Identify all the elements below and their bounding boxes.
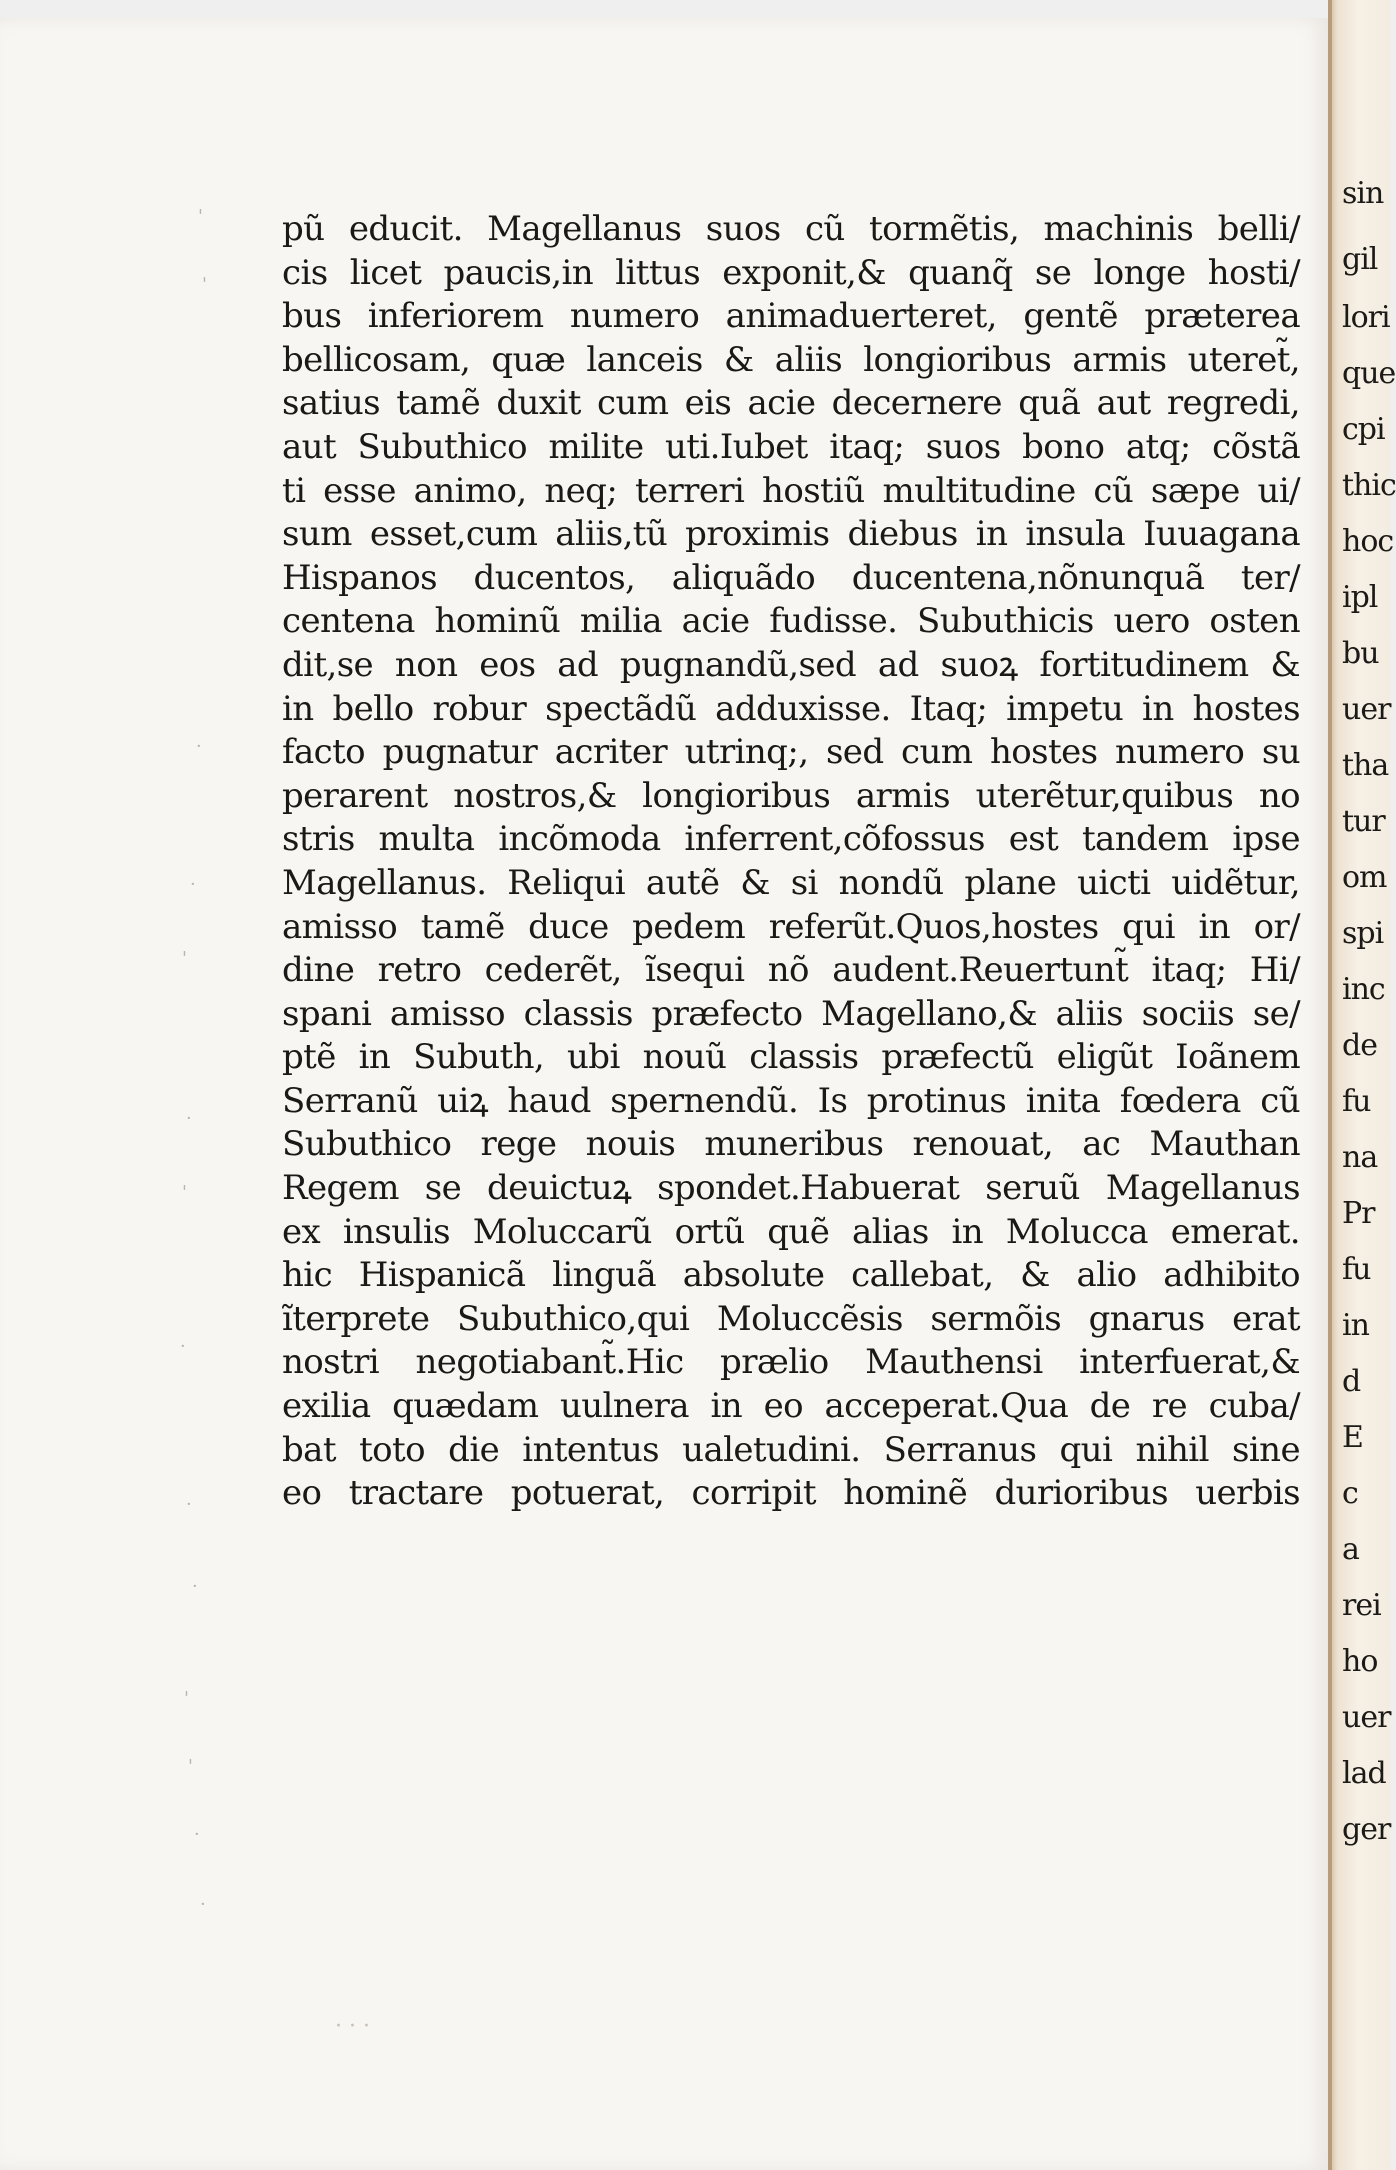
text-line: in bello robur spectãdũ adduxisse. Itaq; impetu in hostes (282, 688, 1300, 729)
facing-text-fragment: sin (1342, 176, 1384, 211)
text-line: stris multa incõmoda inferrent,cõfossus est tandem ipse (282, 819, 1300, 860)
text-line: Magellanus. Reliqui autẽ & si nondũ plane uicti uidẽtur, (282, 862, 1300, 903)
facing-text-fragment: om (1342, 860, 1387, 895)
facing-text-fragment: de (1342, 1028, 1377, 1063)
facing-text-fragment: gil (1342, 242, 1378, 277)
margin-mark: ' (202, 274, 207, 295)
facing-text-fragment: fu (1342, 1252, 1371, 1287)
facing-text-fragment: fu (1342, 1084, 1371, 1119)
text-line: Regem se deuictuꝝ spondet.Habuerat seruũ Magellanus (282, 1168, 1300, 1209)
facing-text-fragment: ho (1342, 1644, 1378, 1679)
facing-text-fragment: ipl (1342, 580, 1378, 615)
text-line: bellicosam, quæ lanceis & aliis longioribus armis uteret̃, (282, 339, 1300, 380)
page-edge-shadow (1328, 0, 1332, 2170)
text-line: perarent nostros,& longioribus armis uterẽtur,quibus no (282, 775, 1300, 816)
facing-text-fragment: lad (1342, 1756, 1386, 1791)
text-line: ptẽ in Subuth, ubi nouũ classis præfectũ eligũt Ioãnem (282, 1037, 1300, 1078)
text-line: pũ educit. Magellanus suos cũ tormẽtis, machinis belli/ (282, 209, 1300, 249)
text-line: bat toto die intentus ualetudini. Serranus qui nihil sine (282, 1429, 1300, 1470)
margin-mark: · (200, 1894, 206, 1915)
margin-mark: ' (188, 1756, 193, 1777)
margin-mark: · (194, 1824, 200, 1845)
facing-text-fragment: ger (1342, 1812, 1391, 1847)
text-line: sum esset,cum aliis,tũ proximis diebus in insula Iuuagana (282, 514, 1300, 555)
facing-text-fragment: d (1342, 1364, 1361, 1399)
facing-text-fragment: uer (1342, 1700, 1391, 1735)
facing-text-fragment: rei (1342, 1588, 1381, 1623)
facing-text-fragment: in (1342, 1308, 1369, 1343)
facing-text-fragment: Pr (1342, 1196, 1375, 1231)
margin-mark: · (190, 874, 196, 895)
text-line: eo tractare potuerat, corripit hominẽ durioribus uerbis (282, 1473, 1300, 1514)
margin-mark: ' (182, 948, 187, 969)
facing-text-fragment: uer (1342, 692, 1391, 727)
text-line: ex insulis Moluccarũ ortũ quẽ alias in Molucca emerat. (282, 1211, 1300, 1252)
facing-text-fragment: lori (1342, 300, 1390, 335)
margin-mark: · (192, 1576, 198, 1597)
facing-text-fragment: que (1342, 356, 1396, 391)
text-line: exilia quædam uulnera in eo acceperat.Qua de re cuba/ (282, 1386, 1300, 1427)
text-line: spani amisso classis præfecto Magellano,& aliis sociis se/ (282, 993, 1300, 1034)
facing-page-edge (1328, 0, 1396, 2170)
margin-mark: ' (198, 206, 203, 227)
text-line: amisso tamẽ duce pedem referũt.Quos,hostes qui in or/ (282, 906, 1300, 947)
book-page (0, 18, 1329, 2170)
facing-text-fragment: inc (1342, 972, 1385, 1007)
facing-text-fragment: a (1342, 1532, 1359, 1567)
facing-text-fragment: cpi (1342, 412, 1385, 447)
margin-mark: · (186, 1108, 192, 1129)
show-through-smudge: · · · (335, 2014, 370, 2039)
body-text (282, 208, 1300, 1516)
text-line: Hispanos ducentos, aliquãdo ducentena,nõnunquã ter/ (282, 557, 1300, 598)
text-line: nostri negotiabant̃.Hic prælio Mauthensi interfuerat,& (282, 1342, 1300, 1383)
facing-text-fragment: tur (1342, 804, 1385, 839)
facing-text-fragment: na (1342, 1140, 1378, 1175)
facing-text-fragment: E (1342, 1420, 1363, 1455)
margin-mark: ' (184, 1688, 189, 1709)
text-line: ĩterprete Subuthico,qui Moluccẽsis sermõis gnarus erat (282, 1298, 1300, 1339)
text-line: Serranũ uiꝝ haud spernendũ. Is protinus inita fœdera cũ (282, 1080, 1300, 1121)
facing-text-fragment: bu (1342, 636, 1379, 671)
text-line: dine retro cederẽt, ĩsequi nõ audent.Reuertunt̃ itaq; Hi/ (282, 950, 1300, 991)
text-line: ti esse animo, neq; terreri hostiũ multitudine cũ sæpe ui/ (282, 470, 1300, 511)
text-line: centena hominũ milia acie fudisse. Subuthicis uero osten (282, 601, 1300, 642)
margin-mark: ' (182, 1182, 187, 1203)
facing-text-fragment: tha (1342, 748, 1389, 783)
text-line: satius tamẽ duxit cum eis acie decernere quã aut regredi, (282, 383, 1300, 424)
margin-mark: · (186, 1494, 192, 1515)
text-line: bus inferiorem numero animaduerteret, gentẽ præterea (282, 296, 1300, 337)
margin-mark: · (180, 1336, 186, 1357)
facing-text-fragment: hoc (1342, 524, 1394, 559)
facing-text-fragment: spi (1342, 916, 1384, 951)
text-line: cis licet paucis,in littus exponit,& quanq̃ se longe hosti/ (282, 252, 1300, 293)
text-line: facto pugnatur acriter utrinq;, sed cum hostes numero su (282, 732, 1300, 773)
text-line: dit,se non eos ad pugnandũ,sed ad suoꝝ fortitudinem & (282, 644, 1300, 685)
facing-text-fragment: c (1342, 1476, 1358, 1511)
margin-mark: · (196, 736, 202, 757)
facing-text-fragment: thic (1342, 468, 1396, 503)
text-line: aut Subuthico milite uti.Iubet itaq; suos bono atq; cõstã (282, 426, 1300, 467)
text-line: hic Hispanicã linguã absolute callebat, & alio adhibito (282, 1255, 1300, 1296)
text-line: Subuthico rege nouis muneribus renouat, ac Mauthan (282, 1124, 1300, 1165)
